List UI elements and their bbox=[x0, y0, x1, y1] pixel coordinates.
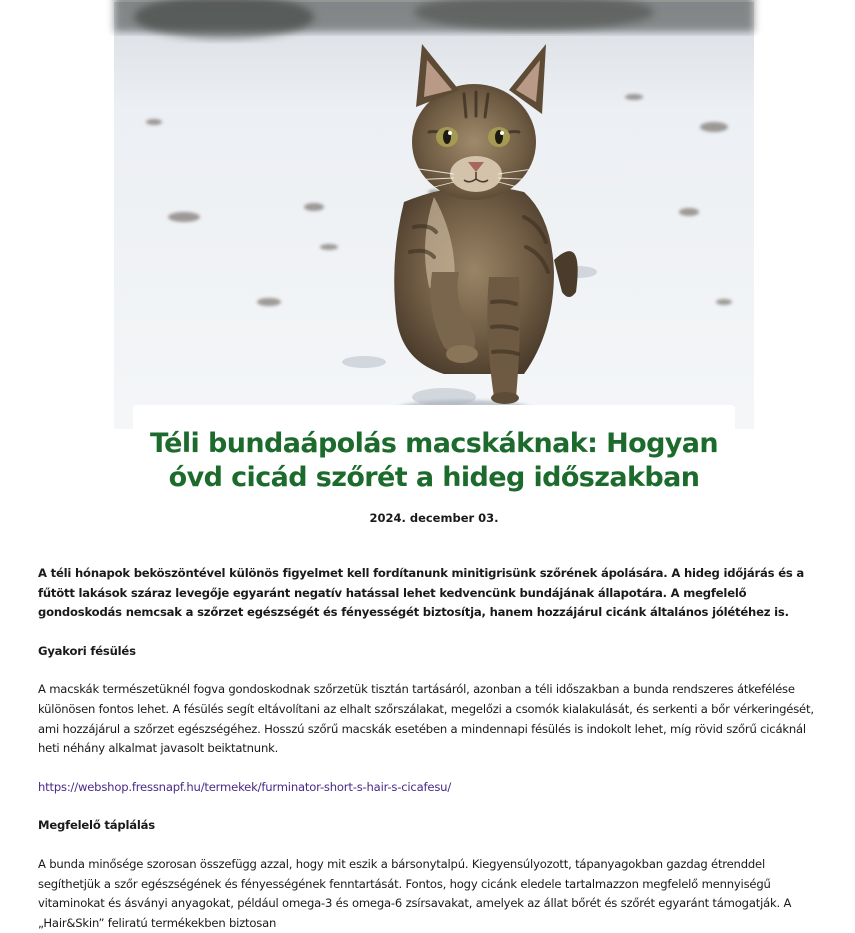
article-title bbox=[133, 427, 735, 495]
section-text-nutrition: A bunda minősége szorosan összefügg azzal, hogy mit eszik a bársonytalpú. Kiegyensúlyozott, tápanyagokban gazdag étrenddel segíthetjük a szőr egészségének és fényességének fenntartását. Fontos, hogy cicánk eledele tartalmazzon megfelelő mennyiségű vitaminokat és ásványi anyagokat, például omega-3 és omega-6 zsírsavakat, amelyek az állat bőrét és szőrét egyaránt támogatják. A „Hair&Skin” feliratú termékekben biztosan bbox=[38, 856, 792, 930]
hero-image bbox=[114, 2, 754, 429]
article-title-line-2: óvd cicád szőrét a hideg időszakban bbox=[168, 462, 700, 493]
section-text-brushing: A macskák természetüknél fogva gondoskodnak szőrzetük tisztán tartásáról, azonban a téli időszakban a bunda rendszeres átkefélése különösen fontos lehet. A fésülés segít eltávolítani az elhalt szőrszálakat, megelőzi a csomók kialakulását, és serkenti a bőr vérkeringését, ami hozzájárul a szőrzet egészségéhez. Hosszú szőrű macskák esetében a mindennapi fésülés is indokolt lehet, míg rövid szőrű cicáknál heti néhány alkalmat javasolt beiktatnunk. bbox=[38, 682, 814, 756]
article-body bbox=[38, 564, 828, 933]
product-link-line bbox=[38, 778, 828, 798]
product-link[interactable]: https://webshop.fressnapf.hu/termekek/furminator-short-s-hair-s-cicafesu/ bbox=[38, 779, 452, 794]
section-heading-nutrition: Megfelelő táplálás bbox=[38, 818, 155, 833]
title-card bbox=[133, 405, 735, 530]
section-heading-brushing: Gyakori fésülés bbox=[38, 643, 136, 658]
article-date: 2024. december 03. bbox=[369, 511, 499, 525]
cat-in-snow-photo bbox=[114, 2, 754, 429]
article-intro: A téli hónapok beköszöntével különös figyelmet kell fordítanunk minitigrisünk szőrének ápolására. A hideg időjárás és a fűtött lakások száraz levegője egyaránt negatív hatással lehet kedvencünk bundájának állapotára. A megfelelő gondoskodás nemcsak a szőrzet egészségét és fényességét biztosítja, hanem hozzájárul cicánk általános jólétéhez is. bbox=[38, 566, 805, 620]
article-title-line-1: Téli bundaápolás macskáknak: Hogyan bbox=[149, 428, 719, 459]
